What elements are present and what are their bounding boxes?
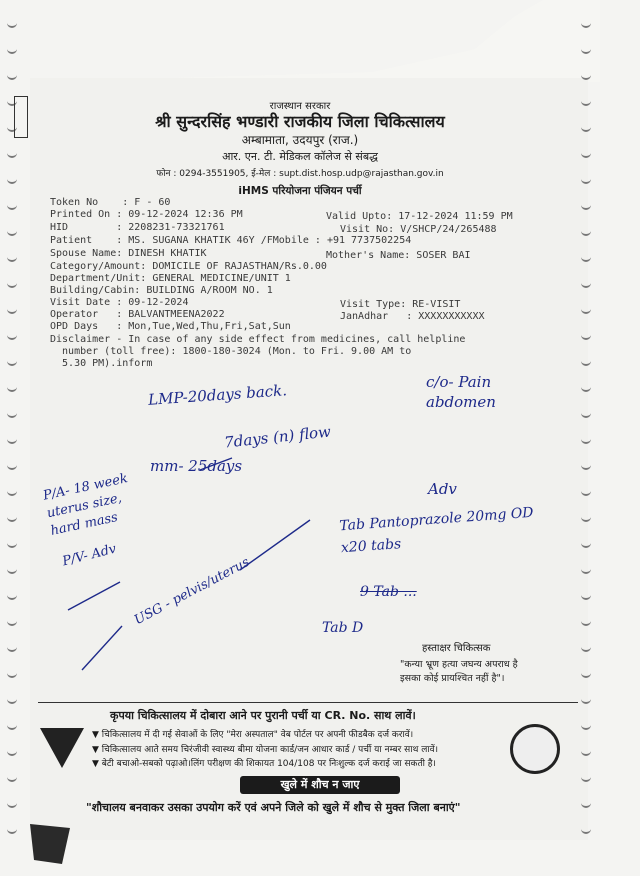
operator: Operator : BALVANTMEENA2022 [50, 309, 225, 320]
visit-no: Visit No: V/SHCP/24/265488 [340, 224, 497, 235]
girl-child-quote [400, 658, 518, 686]
bullet-beti: ▼ बेटी बचाओ-सबको पढ़ाओ।लिंग परीक्षण की शिकायत 104/108 पर निःशुल्क दर्ज कराई जा सकती है। [92, 757, 438, 772]
valid-upto: Valid Upto: 17-12-2024 11:59 PM [326, 211, 513, 222]
revisit-notice: कृपया चिकित्सालय में दोबारा आने पर पुरानी पर्ची या CR. No. साथ लावें। [110, 709, 416, 722]
hw-lmp: LMP-20days back. [147, 381, 288, 409]
hw-exam: P/A- 18 week uterus size, hard mass [41, 471, 130, 539]
quote-line-1: "कन्या भ्रूण हत्या जघन्य अपराध है [400, 659, 518, 670]
janadhar: JanAdhar : XXXXXXXXXXX [340, 311, 485, 322]
form-title: iHMS परियोजना पंजियन पर्ची [238, 185, 362, 197]
hospital-name: श्री सुन्दरसिंह भण्डारी राजकीय जिला चिकित्सालय [155, 112, 445, 131]
sanitation-slogan: "शौचालय बनवाकर उसका उपयोग करें एवं अपने जिले को खुले में शौच से मुक्त जिला बनाएं" [86, 801, 461, 814]
hw-flow: 7days (n) flow [223, 422, 332, 452]
spouse-name: Spouse Name: DINESH KHATIK [50, 248, 207, 259]
hw-rx-1: Tab Pantoprazole 20mg OD x20 tabs [338, 504, 535, 557]
hw-complaint: c/o- Pain abdomen [426, 373, 496, 411]
bullet-card: ▼ चिकित्सालय आते समय चिरंजीवी स्वास्थ्य बीमा योजना कार्ड/जन आधार कार्ड / पर्ची या नम्बर साथ लावें। [92, 743, 438, 758]
doctor-signature-label: हस्ताक्षर चिकित्सक [422, 643, 491, 654]
hw-adv: Adv [428, 480, 457, 498]
printed-on: Printed On : 09-12-2024 12:36 PM [50, 209, 243, 220]
visit-type: Visit Type: RE-VISIT [340, 299, 461, 310]
disclaimer-line-2: number (toll free): 1800-180-3024 (Mon. to Fri. 9.00 AM to [50, 346, 412, 357]
hw-rx-3: Tab D [322, 620, 364, 636]
building: Building/Cabin: BUILDING A/ROOM NO. 1 [50, 285, 273, 296]
hw-pv: P/V- Adv [61, 541, 118, 570]
hid: HID : 2208231-73321761 [50, 222, 225, 233]
quote-line-2: इसका कोई प्रायश्चित नहीं है"। [400, 673, 505, 684]
opd-days: OPD Days : Mon,Tue,Wed,Thu,Fri,Sat,Sun [50, 321, 291, 332]
bullet-feedback: ▼ चिकित्सालय में दी गई सेवाओं के लिए "मेरा अस्पताल" वेब पोर्टल पर अपनी फीडबैक दर्ज करावें। [92, 728, 438, 743]
govt-label: राजस्थान सरकार [269, 101, 331, 112]
affiliation: आर. एन. टी. मेडिकल कॉलेज से संबद्ध [222, 150, 378, 163]
disclaimer-line-1: Disclaimer - In case of any side effect from medicines, call helpline [50, 334, 466, 345]
mother-name: Mother's Name: SOSER BAI [326, 250, 471, 261]
visit-date: Visit Date : 09-12-2024 [50, 297, 189, 308]
divider [38, 702, 578, 703]
category: Category/Amount: DOMICILE OF RAJASTHAN/Rs.0.00 [50, 261, 327, 272]
token-no: Token No : F - 60 [50, 197, 171, 208]
department: Department/Unit: GENERAL MEDICINE/UNIT 1 [50, 273, 291, 284]
patient: Patient : MS. SUGANA KHATIK 46Y /FMobile : +91 7737502254 [50, 235, 412, 246]
contact-line: फोन : 0294-3551905, ई-मेल : supt.dist.hosp.udp@rajasthan.gov.in [156, 169, 444, 179]
hw-rx-2: 9 Tab ... [360, 584, 417, 600]
hw-cycle: mm- 25days [150, 457, 243, 475]
notice-bullets [92, 728, 438, 772]
hw-usg: USG - pelvis/uterus [131, 554, 253, 629]
sanitation-banner: खुले में शौच न जाए [240, 776, 400, 794]
hospital-location: अम्बामाता, उदयपुर (राज.) [241, 133, 359, 147]
swachh-logo-icon [510, 724, 560, 774]
disclaimer-line-3: 5.30 PM).inform [50, 358, 153, 369]
